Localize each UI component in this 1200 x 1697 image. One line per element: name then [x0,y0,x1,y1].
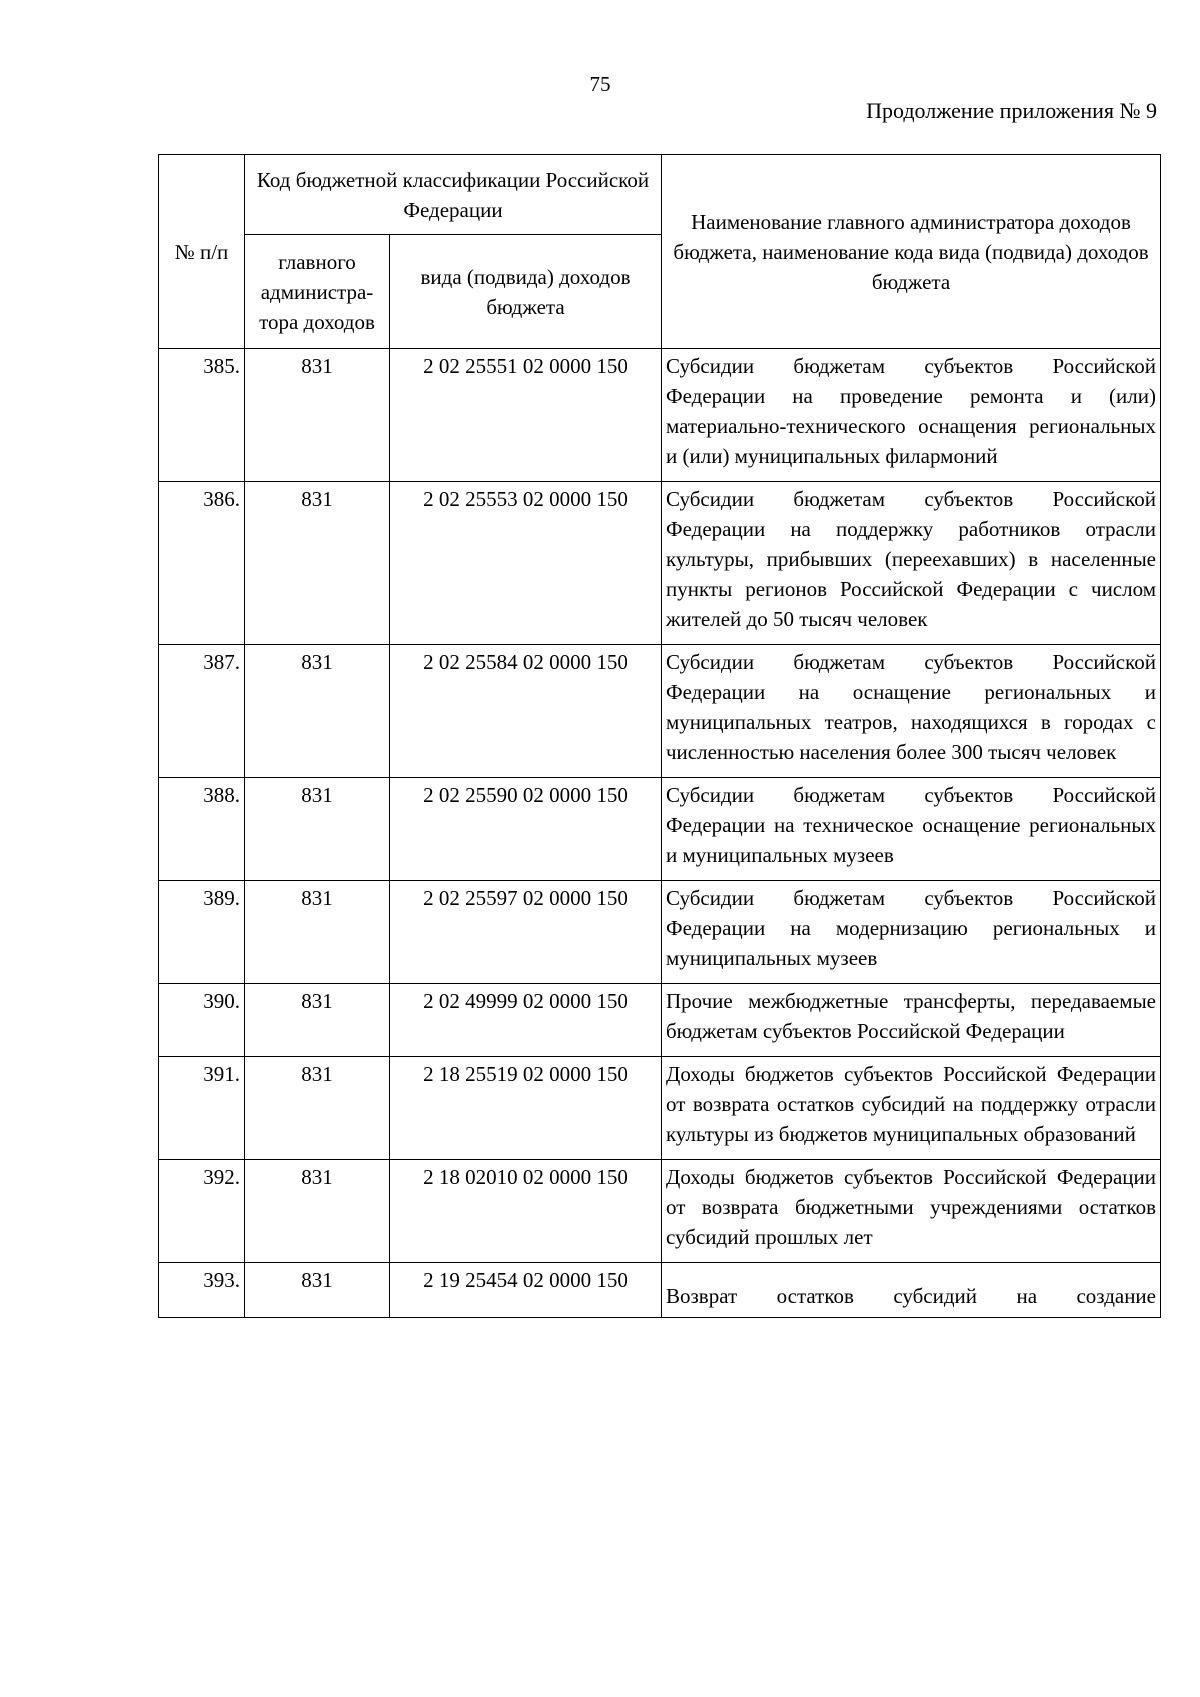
row-income-code: 2 18 25519 02 0000 150 [390,1057,662,1160]
row-income-code: 2 02 25553 02 0000 150 [390,482,662,645]
row-name: Субсидии бюджетам субъектов Российской Федерации на техническое оснащение региональных и муниципальных музеев [662,778,1161,881]
row-admin-code: 831 [245,778,390,881]
table-row [159,778,1161,881]
row-income-code: 2 02 49999 02 0000 150 [390,984,662,1057]
table-row [159,1160,1161,1263]
row-number: 391. [159,1057,245,1160]
row-admin-code: 831 [245,645,390,778]
row-admin-code: 831 [245,881,390,984]
income-codes-table [158,154,1161,1318]
row-number: 389. [159,881,245,984]
table-row [159,984,1161,1057]
header-name: Наименование главного администратора доходов бюджета, наименование кода вида (подвида) доходов бюджета [662,155,1161,349]
row-name: Субсидии бюджетам субъектов Российской Федерации на проведение ремонта и (или) материально-технического оснащения региональных и (или) муниципальных филармоний [662,349,1161,482]
table-row [159,1263,1161,1318]
row-number: 388. [159,778,245,881]
row-name: Доходы бюджетов субъектов Российской Федерации от возврата остатков субсидий на поддержку отрасли культуры из бюджетов муниципальных образований [662,1057,1161,1160]
row-admin-code: 831 [245,482,390,645]
table-row [159,482,1161,645]
row-admin-code: 831 [245,1263,390,1318]
header-num: № п/п [159,155,245,349]
row-name-cell [662,1263,1161,1318]
row-income-code: 2 18 02010 02 0000 150 [390,1160,662,1263]
row-income-code: 2 02 25551 02 0000 150 [390,349,662,482]
row-number: 386. [159,482,245,645]
table-row [159,349,1161,482]
row-name: Доходы бюджетов субъектов Российской Федерации от возврата бюджетными учреждениями остатков субсидий прошлых лет [662,1160,1161,1263]
row-name: Прочие межбюджетные трансферты, передаваемые бюджетам субъектов Российской Федерации [662,984,1161,1057]
row-number: 390. [159,984,245,1057]
table-header [159,155,1161,349]
page-subtitle: Продолжение приложения № 9 [866,98,1157,123]
row-name: Субсидии бюджетам субъектов Российской Федерации на поддержку работников отрасли культуры, прибывших (переехавших) в населенные пункты регионов Российской Федерации с числом жителей до 50 тысяч человек [662,482,1161,645]
row-admin-code: 831 [245,1160,390,1263]
row-admin-code: 831 [245,349,390,482]
page-number: 75 [589,72,611,96]
row-number: 392. [159,1160,245,1263]
row-name: Субсидии бюджетам субъектов Российской Федерации на оснащение региональных и муниципальных театров, находящихся в городах с численностью населения более 300 тысяч человек [662,645,1161,778]
table-row [159,881,1161,984]
row-number: 385. [159,349,245,482]
row-name: Возврат остатков субсидий на создание [666,1284,1156,1308]
header-admin-code: главного администра-тора доходов [245,235,390,349]
row-admin-code: 831 [245,984,390,1057]
table-row [159,645,1161,778]
row-income-code: 2 02 25590 02 0000 150 [390,778,662,881]
table-row [159,1057,1161,1160]
row-admin-code: 831 [245,1057,390,1160]
row-income-code: 2 02 25597 02 0000 150 [390,881,662,984]
row-income-code: 2 02 25584 02 0000 150 [390,645,662,778]
row-number: 393. [159,1263,245,1318]
row-name: Субсидии бюджетам субъектов Российской Федерации на модернизацию региональных и муниципальных музеев [662,881,1161,984]
row-income-code: 2 19 25454 02 0000 150 [390,1263,662,1318]
header-income-kind: вида (подвида) доходов бюджета [390,235,662,349]
header-budget-classification: Код бюджетной классификации Российской Федерации [245,155,662,235]
row-number: 387. [159,645,245,778]
